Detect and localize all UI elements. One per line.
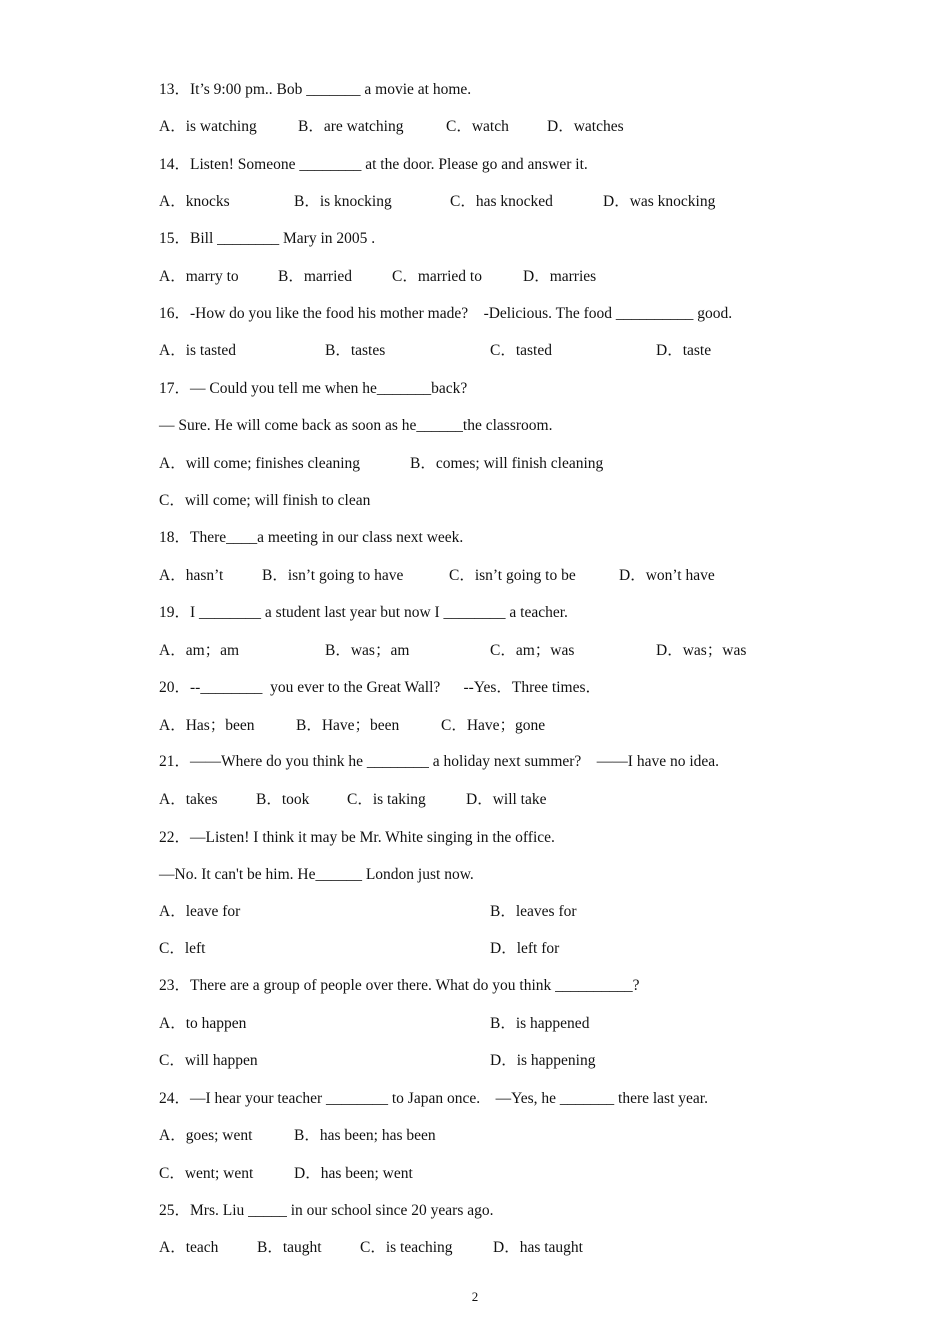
question-stem: 24．—I hear your teacher ________ to Japan once. —Yes, he _______ there last year. <box>159 1090 708 1107</box>
question-stem: 21．——Where do you think he ________ a holiday next summer? ——I have no idea. <box>159 753 720 770</box>
answer-option: A．leave for <box>159 903 241 920</box>
answer-option: B．are watching <box>298 118 404 135</box>
option-row <box>159 117 859 137</box>
answer-option: C．tasted <box>490 342 552 359</box>
answer-option: B．is knocking <box>294 193 392 210</box>
option-row <box>159 267 859 287</box>
question-stem: 13．It’s 9:00 pm.. Bob _______ a movie at home. <box>159 81 472 98</box>
question-stem: 17．— Could you tell me when he_______back? <box>159 380 468 397</box>
answer-option: B．married <box>278 268 353 285</box>
answer-option: D．was knocking <box>603 193 716 210</box>
question-stem: 22．—Listen! I think it may be Mr. White singing in the office. <box>159 829 555 846</box>
question-stem: 19．I ________ a student last year but now I ________ a teacher. <box>159 604 568 621</box>
answer-option: C．left <box>159 940 206 957</box>
answer-option: B．was；am <box>325 642 410 659</box>
answer-option: A．knocks <box>159 193 230 210</box>
option-row <box>159 192 859 212</box>
answer-option: B．took <box>256 791 310 808</box>
answer-option: C．will happen <box>159 1052 258 1069</box>
answer-option: B．is happened <box>490 1015 590 1032</box>
answer-option: A．will come; finishes cleaning <box>159 455 361 472</box>
answer-option: C．will come; will finish to clean <box>159 492 371 509</box>
option-row <box>159 491 859 511</box>
answer-option: A．marry to <box>159 268 239 285</box>
answer-option: A．am；am <box>159 642 240 659</box>
option-row <box>159 1164 859 1184</box>
answer-option: D．has taught <box>493 1239 583 1256</box>
answer-option: D．is happening <box>490 1052 596 1069</box>
answer-option: A．goes; went <box>159 1127 253 1144</box>
option-row <box>159 454 859 474</box>
answer-option: C．watch <box>446 118 509 135</box>
option-row <box>159 1238 859 1258</box>
answer-option: C．married to <box>392 268 482 285</box>
question-stem: 25．Mrs. Liu _____ in our school since 20 years ago. <box>159 1202 494 1219</box>
answer-option: C．is taking <box>347 791 426 808</box>
answer-option: B．isn’t going to have <box>262 567 404 584</box>
answer-option: A．Has；been <box>159 717 255 734</box>
answer-option: D．was；was <box>656 642 747 659</box>
answer-option: B．Have；been <box>296 717 400 734</box>
page-number: 2 <box>471 1289 479 1304</box>
answer-option: D．left for <box>490 940 560 957</box>
option-row <box>159 902 859 922</box>
option-row <box>159 790 859 810</box>
answer-option: C．has knocked <box>450 193 553 210</box>
question-stem: 20．--________ you ever to the Great Wall? --Yes．Three times． <box>159 679 601 696</box>
answer-option: B．leaves for <box>490 903 577 920</box>
answer-option: C．is teaching <box>360 1239 453 1256</box>
answer-option: D．won’t have <box>619 567 715 584</box>
option-row <box>159 1014 859 1034</box>
option-row <box>159 716 859 736</box>
option-row <box>159 641 859 661</box>
answer-option: C．am；was <box>490 642 575 659</box>
answer-option: A．to happen <box>159 1015 247 1032</box>
answer-option: C．isn’t going to be <box>449 567 576 584</box>
answer-option: A．hasn’t <box>159 567 224 584</box>
option-row <box>159 1126 859 1146</box>
option-row <box>159 341 859 361</box>
answer-option: A．is tasted <box>159 342 237 359</box>
answer-option: A．teach <box>159 1239 219 1256</box>
answer-option: A．is watching <box>159 118 257 135</box>
answer-option: D．has been; went <box>294 1165 413 1182</box>
answer-option: D．marries <box>523 268 597 285</box>
question-stem: 14．Listen! Someone ________ at the door. Please go and answer it. <box>159 156 588 173</box>
option-row <box>159 939 859 959</box>
option-row <box>159 566 859 586</box>
answer-option: C．Have；gone <box>441 717 546 734</box>
answer-option: C．went; went <box>159 1165 254 1182</box>
answer-option: D．taste <box>656 342 712 359</box>
answer-option: B．has been; has been <box>294 1127 436 1144</box>
answer-option: D．will take <box>466 791 547 808</box>
answer-option: A．takes <box>159 791 218 808</box>
answer-option: D．watches <box>547 118 624 135</box>
answer-option: B．comes; will finish cleaning <box>410 455 604 472</box>
question-stem: 15．Bill ________ Mary in 2005 . <box>159 230 376 247</box>
question-stem: 18．There____a meeting in our class next week. <box>159 529 464 546</box>
answer-option: B．tastes <box>325 342 386 359</box>
question-stem: 23．There are a group of people over there. What do you think __________? <box>159 977 640 994</box>
question-stem: —No. It can't be him. He______ London just now. <box>159 866 474 883</box>
question-stem: — Sure. He will come back as soon as he______the classroom. <box>159 417 553 434</box>
option-row <box>159 1051 859 1071</box>
answer-option: B．taught <box>257 1239 322 1256</box>
question-stem: 16．-How do you like the food his mother made? -Delicious. The food __________ good. <box>159 305 733 322</box>
